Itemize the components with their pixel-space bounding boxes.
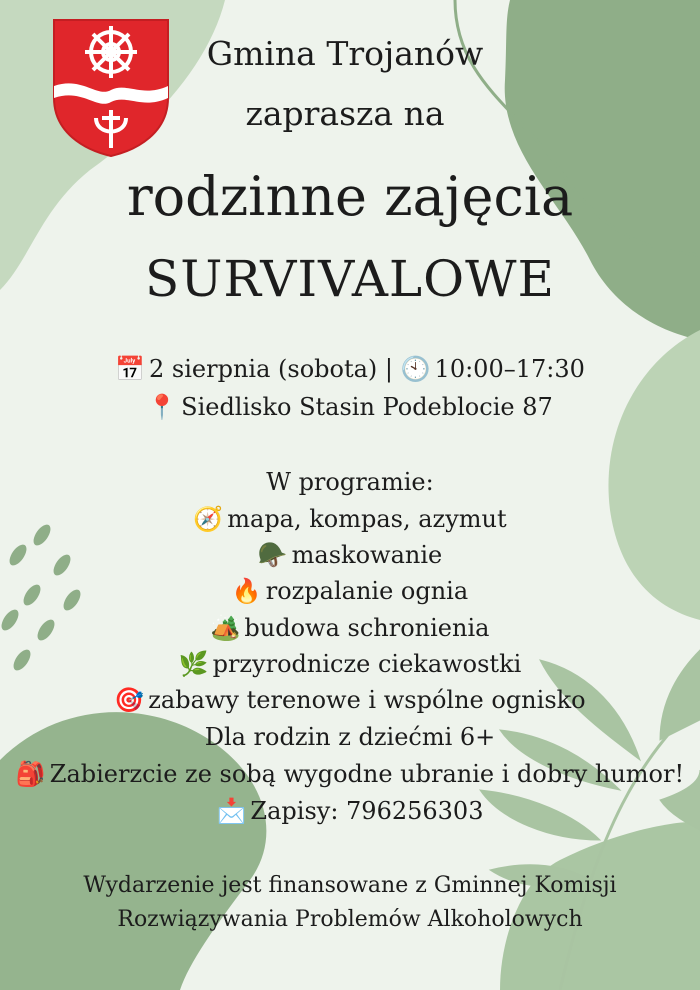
herb-icon: 🌿 bbox=[178, 650, 209, 678]
program-heading: W programie: bbox=[266, 468, 434, 496]
blob-bottom-left bbox=[0, 712, 266, 990]
backpack-icon: 🎒 bbox=[15, 760, 46, 788]
signup-line bbox=[0, 797, 700, 825]
footer-line-1: Wydarzenie jest finansowane z Gminnej Komisji bbox=[83, 873, 617, 898]
program-item-label: maskowanie bbox=[291, 541, 443, 569]
organizer-name: Gmina Trojanów bbox=[206, 34, 484, 73]
helmet-icon: 🪖 bbox=[257, 541, 288, 569]
program-item-label: rozpalanie ognia bbox=[265, 577, 469, 605]
signup-text: Zapisy: 796256303 bbox=[250, 797, 484, 825]
separator: | bbox=[384, 355, 394, 383]
envelope-icon: 📩 bbox=[216, 797, 247, 825]
calendar-icon: 📅 bbox=[115, 355, 146, 383]
program-item bbox=[0, 686, 700, 714]
blob-bottom-right bbox=[500, 822, 700, 990]
pin-icon: 📍 bbox=[147, 393, 178, 421]
program-item-label: zabawy terenowe i wspólne ognisko bbox=[148, 686, 586, 714]
event-title: rodzinne zajęcia bbox=[126, 165, 574, 228]
coat-of-arms bbox=[52, 18, 170, 158]
program-item bbox=[0, 577, 700, 605]
location-line bbox=[0, 393, 700, 421]
event-subtitle: SURVIVALOWE bbox=[144, 250, 556, 308]
audience-text: Dla rodzin z dziećmi 6+ bbox=[204, 723, 496, 751]
program-item bbox=[0, 505, 700, 533]
program-item bbox=[0, 650, 700, 678]
date-time-line bbox=[0, 355, 700, 383]
event-time: 10:00–17:30 bbox=[434, 355, 585, 383]
program-item bbox=[0, 541, 700, 569]
clock-icon: 🕙 bbox=[400, 355, 431, 383]
program-item-label: budowa schronienia bbox=[244, 614, 490, 642]
bring-text: Zabierzcie ze sobą wygodne ubranie i dobry humor! bbox=[49, 760, 685, 788]
camping-icon: 🏕️ bbox=[210, 614, 241, 642]
event-date: 2 sierpnia (sobota) bbox=[149, 355, 378, 383]
fire-icon: 🔥 bbox=[231, 577, 262, 605]
target-icon: 🎯 bbox=[114, 686, 145, 714]
program-item-label: mapa, kompas, azymut bbox=[227, 505, 507, 533]
invitation-text: zaprasza na bbox=[245, 94, 445, 133]
bring-line bbox=[0, 760, 700, 788]
footer-line-2: Rozwiązywania Problemów Alkoholowych bbox=[117, 907, 583, 932]
program-item bbox=[0, 614, 700, 642]
compass-icon: 🧭 bbox=[193, 505, 224, 533]
program-item-label: przyrodnicze ciekawostki bbox=[212, 650, 522, 678]
event-location: Siedlisko Stasin Podeblocie 87 bbox=[181, 393, 553, 421]
